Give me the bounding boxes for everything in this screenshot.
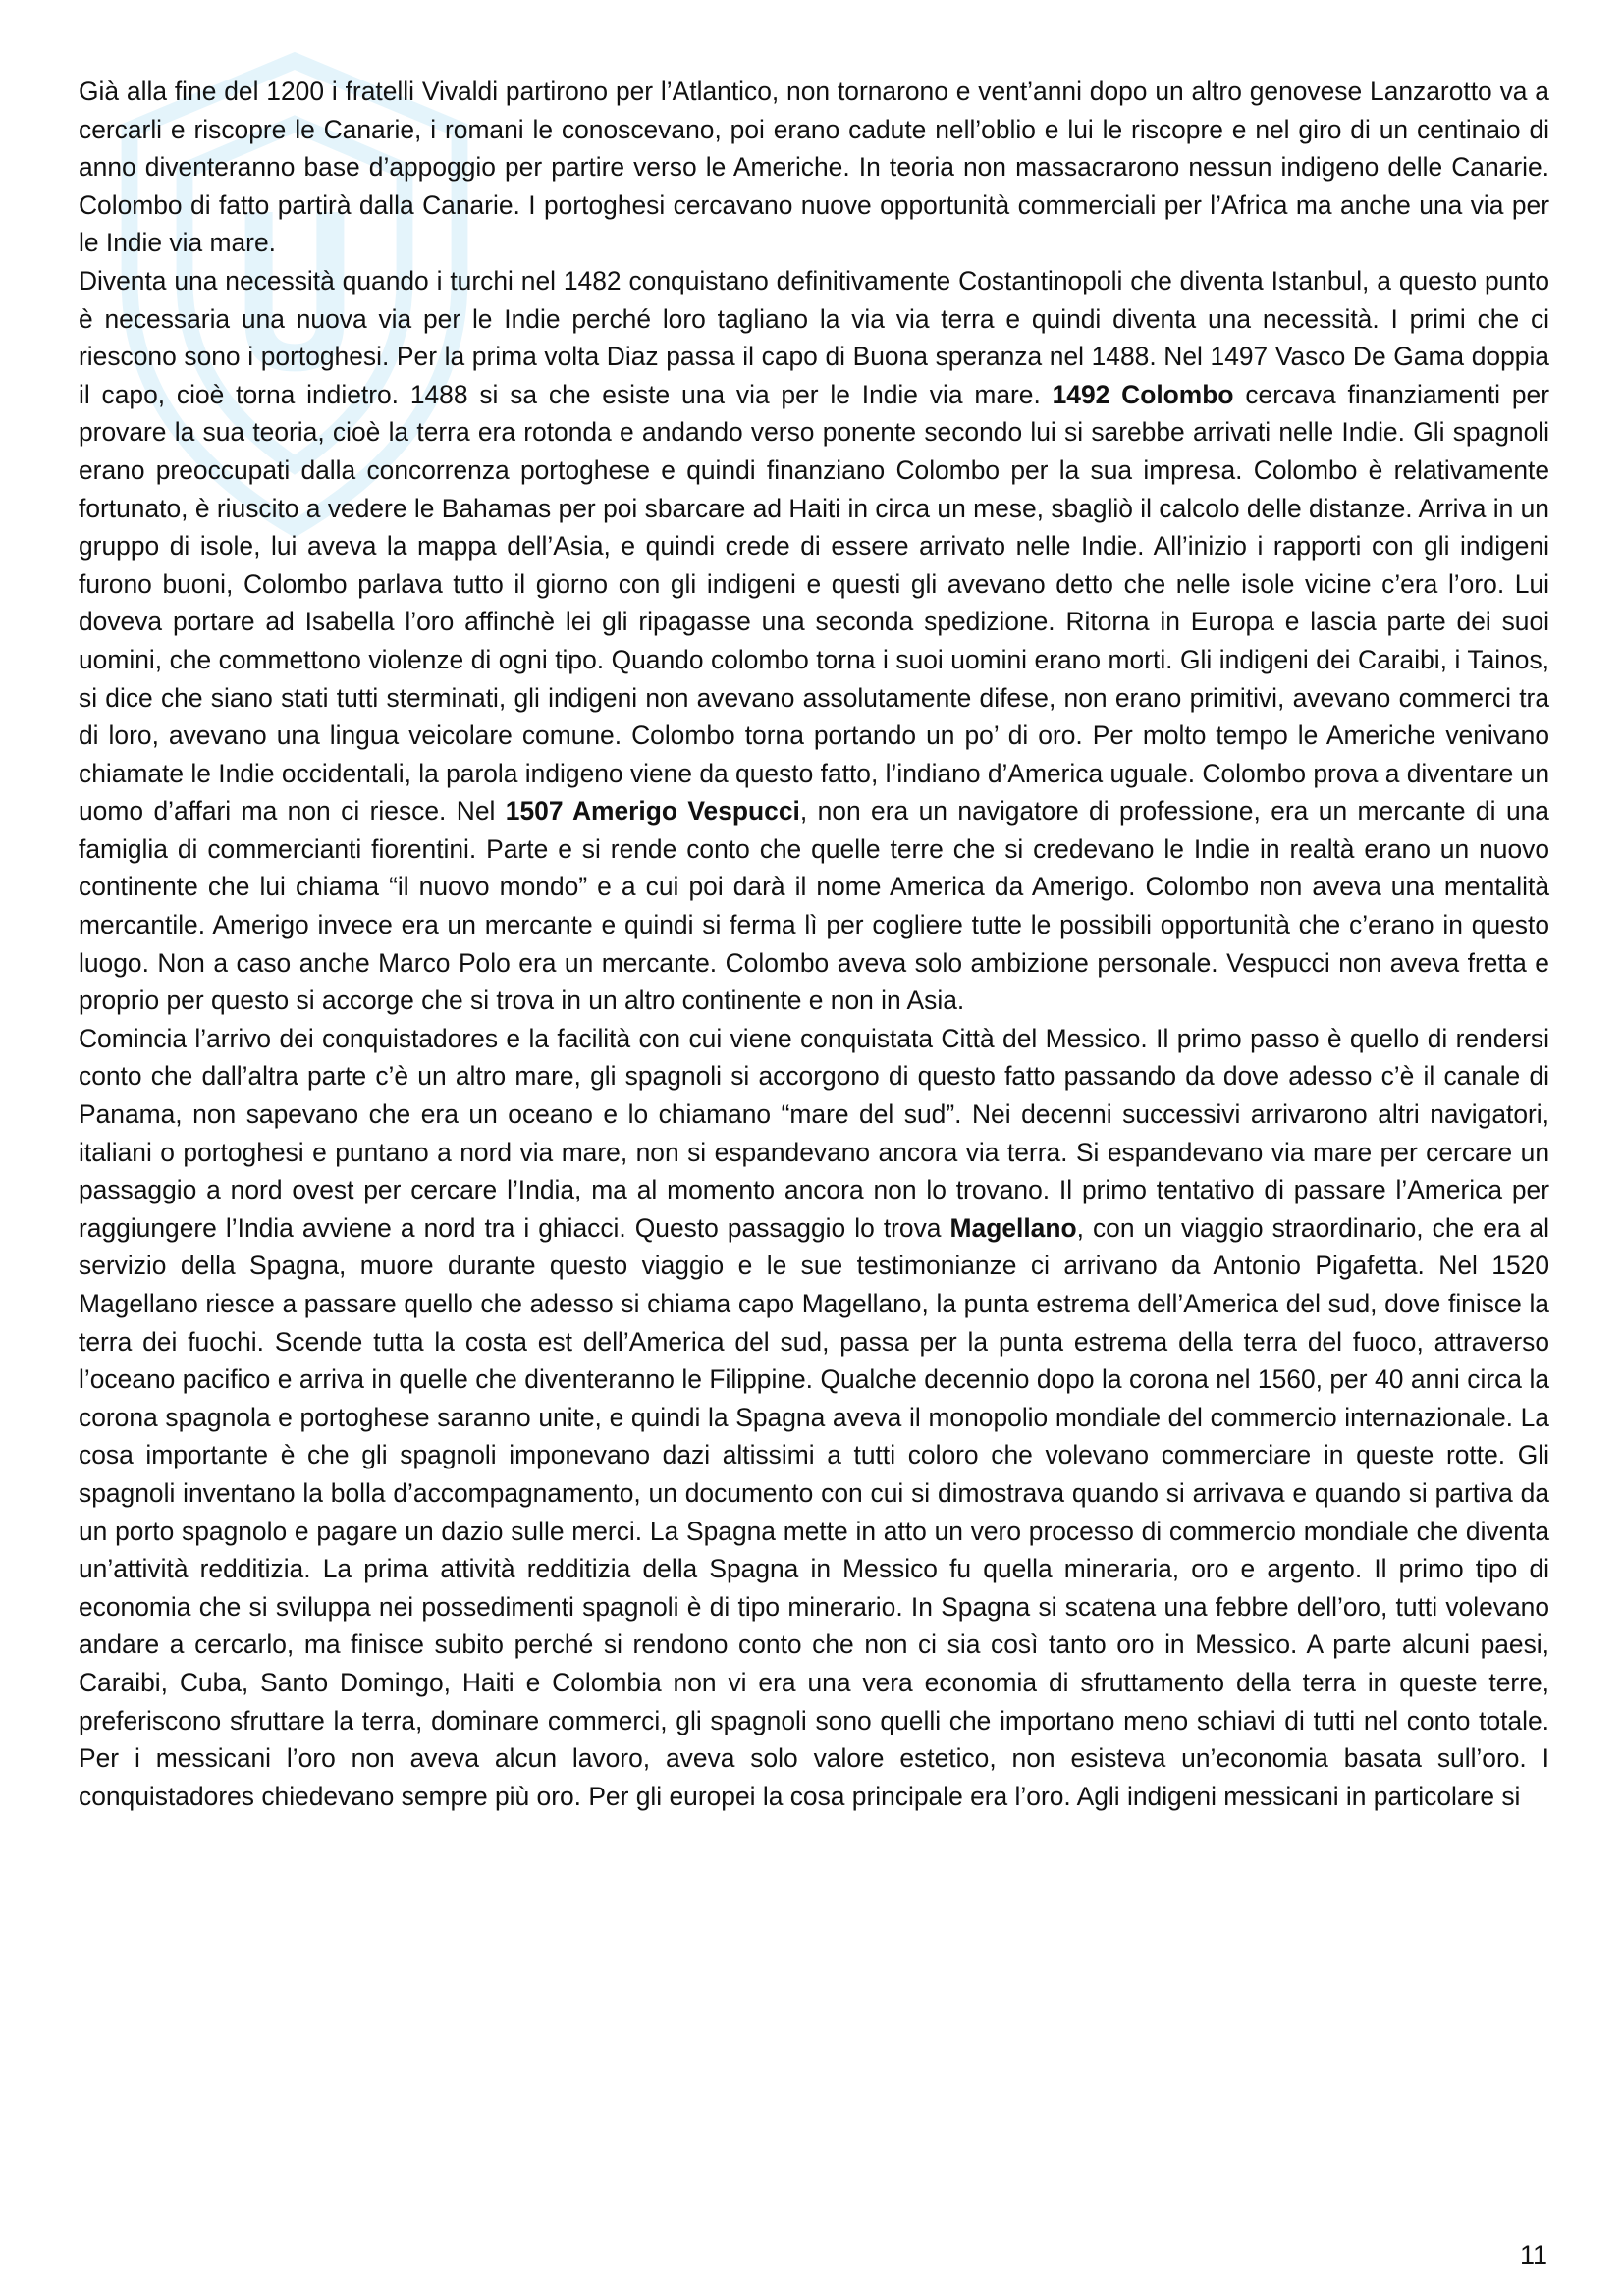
- text-run: , con un viaggio straordinario, che era al servizio della Spagna, muore durante questo viaggio e le sue testimonianze ci arrivano da Antonio Pigafetta. Nel 1520 Magellano riesce a passare quello che adesso si chiama capo Magellano, la punta estrema dell’America del sud, dove finisce la terra dei fuochi. Scende tutta la costa est dell’America del sud, passa per la punta estrema della terra del fuoco, attraverso l’oceano pacifico e arriva in quelle che diventeranno le Filippine. Qualche decennio dopo la corona nel 1560, per 40 anni circa la corona spagnola e portoghese saranno unite, e quindi la Spagna aveva il monopolio mondiale del commercio internazionale. La cosa importante è che gli spagnoli imponevano dazi altissimi a tutti coloro che volevano commerciare in queste rotte. Gli spagnoli inventano la bolla d’accompagnamento, un documento con cui si dimostrava quando si arrivava e quando si partiva da un porto spagnolo e pagare un dazio sulle merci. La Spagna mette in atto un vero processo di commercio mondiale che diventa un’attività redditizia. La prima attività redditizia della Spagna in Messico fu quella mineraria, oro e argento. Il primo tipo di economia che si sviluppa nei possedimenti spagnoli è di tipo minerario. In Spagna si scatena una febbre dell’oro, tutti volevano andare a cercarlo, ma finisce subito perché si rendono conto che non ci sia così tanto oro in Messico. A parte alcuni paesi, Caraibi, Cuba, Santo Domingo, Haiti e Colombia non vi era una vera economia di sfruttamento della terra in queste terre, preferiscono sfruttare la terra, dominare commerci, gli spagnoli sono quelli che importano meno schiavi di tutti nel conto totale. Per i messicani l’oro non aveva alcun lavoro, aveva solo valore estetico, non esisteva un’economia basata sull’oro. I conquistadores chiedevano sempre più oro. Per gli europei la cosa principale era l’oro. Agli indigeni messicani in particolare si: [79, 1212, 1549, 1811]
- text-run: , non era un navigatore di professione, era un mercante di una famiglia di commercianti fiorentini. Parte e si rende conto che quelle terre che si credevano le Indie in realtà erano un nuovo continente che lui chiama “il nuovo mondo” e a cui poi darà il nome America da Amerigo. Colombo non aveva una mentalità mercantile. Amerigo invece era un mercante e quindi si ferma lì per cogliere tutte le possibili opportunità che c’erano in questo luogo. Non a caso anche Marco Polo era un mercante. Colombo aveva solo ambizione personale. Vespucci non aveva fretta e proprio per questo si accorge che si trova in un altro continente e non in Asia.: [79, 796, 1549, 1016]
- paragraph: [79, 73, 1549, 262]
- text-run: Comincia l’arrivo dei conquistadores e la facilità con cui viene conquistata Città del Messico. Il primo passo è quello di rendersi conto che dall’altra parte c’è un altro mare, gli spagnoli si accorgono di questo fatto passando da dove adesso c’è il canale di Panama, non sapevano che era un oceano e lo chiamano “mare del sud”. Nei decenni successivi arrivarono altri navigatori, italiani o portoghesi e puntano a nord via mare, non si espandevano ancora via terra. Si espandevano via mare per cercare un passaggio a nord ovest per cercare l’India, ma al momento ancora non lo trovano. Il primo tentativo di passare l’America per raggiungere l’India avviene a nord tra i ghiacci. Questo passaggio lo trova: [79, 1023, 1549, 1243]
- page-number: 11: [1519, 2240, 1547, 2269]
- text-run: Già alla fine del 1200 i fratelli Vivaldi partirono per l’Atlantico, non tornarono e vent’anni dopo un altro genovese Lanzarotto va a cercarli e riscopre le Canarie, i romani le conoscevano, poi erano cadute nell’oblio e lui le riscopre e nel giro di un centinaio di anno diventeranno base d’appoggio per partire verso le Americhe. In teoria non massacrarono nessun indigeno delle Canarie. Colombo di fatto partirà dalla Canarie. I portoghesi cercavano nuove opportunità commerciali per l’Africa ma anche una via per le Indie via mare.: [79, 77, 1549, 258]
- text-run: Diventa una necessità quando i turchi nel 1482 conquistano definitivamente Costantinopoli che diventa Istanbul, a questo punto è necessaria una nuova via per le Indie perché loro tagliano la via via terra e quindi diventa una necessità. I primi che ci riescono sono i portoghesi. Per la prima volta Diaz passa il capo di Buona speranza nel 1488. Nel 1497 Vasco De Gama doppia il capo, cioè torna indietro. 1488 si sa che esiste una via per le Indie via mare.: [79, 265, 1549, 409]
- text-run: cercava finanziamenti per provare la sua teoria, cioè la terra era rotonda e andando verso ponente secondo lui si sarebbe arrivati nelle Indie. Gli spagnoli erano preoccupati dalla concorrenza portoghese e quindi finanziano Colombo per la sua impresa. Colombo è relativamente fortunato, è riuscito a vedere le Bahamas per poi sbarcare ad Haiti in circa un mese, sbagliò il calcolo delle distanze. Arriva in un gruppo di isole, lui aveva la mappa dell’Asia, e quindi crede di essere arrivato nelle Indie. All’inizio i rapporti con gli indigeni furono buoni, Colombo parlava tutto il giorno con gli indigeni e questi gli avevano detto che nelle isole vicine c’era l’oro. Lui doveva portare ad Isabella l’oro affinchè lei gli ripagasse una seconda spedizione. Ritorna in Europa e lascia parte dei suoi uomini, che commettono violenze di ogni tipo. Quando colombo torna i suoi uomini erano morti. Gli indigeni dei Caraibi, i Tainos, si dice che siano stati tutti sterminati, gli indigeni non avevano assolutamente difese, non erano primitivi, avevano commerci tra di loro, avevano una lingua veicolare comune. Colombo torna portando un po’ di oro. Per molto tempo le Americhe venivano chiamate le Indie occidentali, la parola indigeno viene da questo fatto, l’indiano d’America uguale. Colombo prova a diventare un uomo d’affari ma non ci riesce. Nel: [79, 379, 1549, 827]
- paragraph: [79, 262, 1549, 1020]
- bold-text-run: 1492 Colombo: [1052, 379, 1234, 409]
- bold-text-run: Magellano: [949, 1212, 1077, 1243]
- bold-text-run: 1507 Amerigo Vespucci: [505, 796, 800, 827]
- paragraph: [79, 1020, 1549, 1815]
- document-body: [79, 73, 1549, 1815]
